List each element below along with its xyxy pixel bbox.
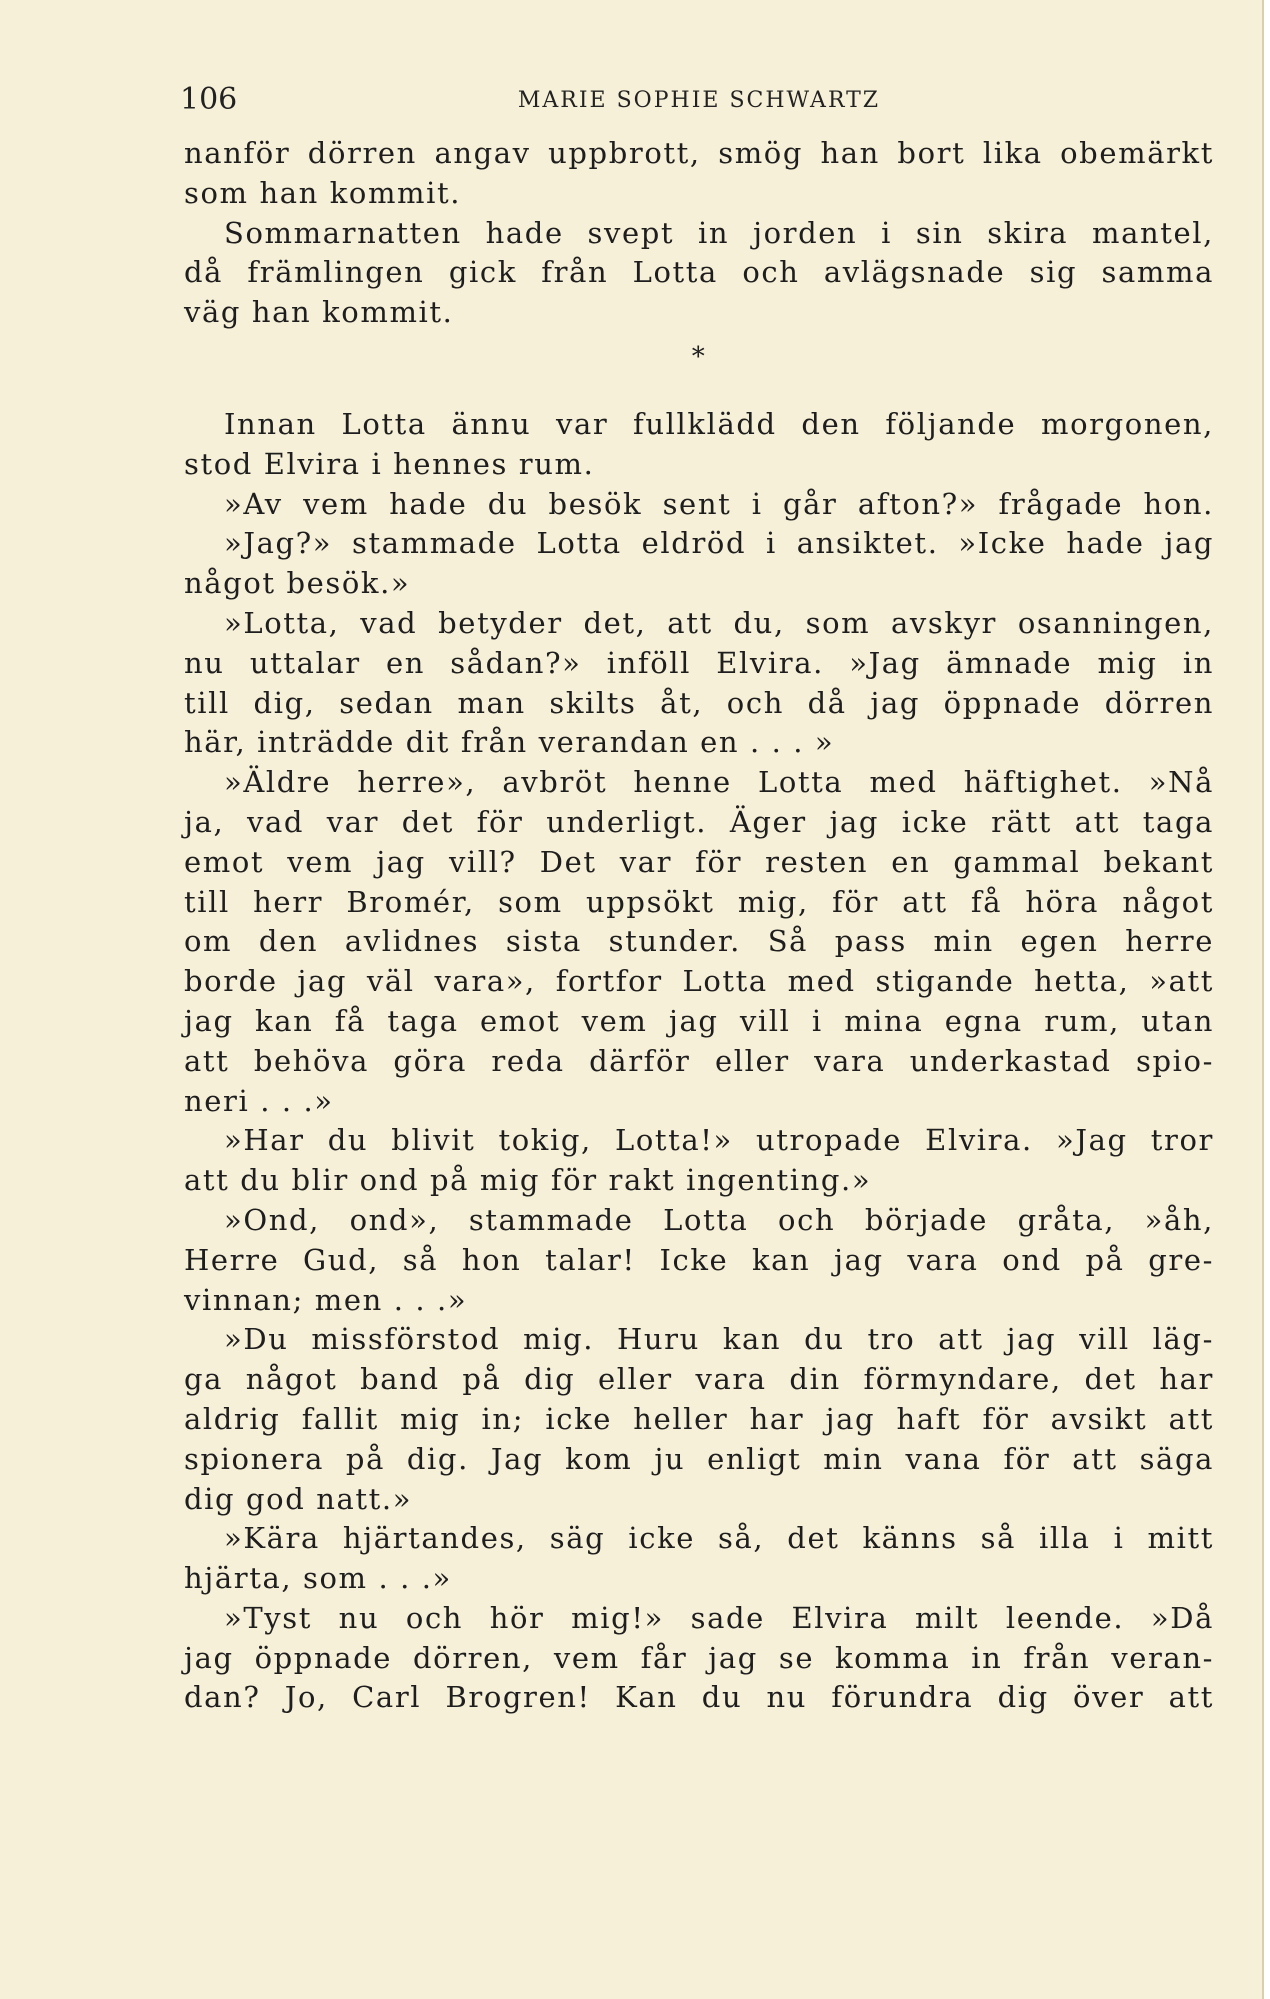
- text-line: emot vem jag vill? Det var för resten en gammal bekant: [184, 844, 1214, 879]
- text-line: ja, vad var det för underligt. Äger jag icke rätt att taga: [184, 804, 1214, 839]
- text-line: borde jag väl vara», fortfor Lotta med stigande hetta, »att: [184, 964, 1214, 999]
- text-line: jag öppnade dörren, vem får jag se komma in från veran-: [184, 1640, 1214, 1675]
- text-line: vinnan; men . . .»: [184, 1282, 468, 1317]
- section-gap: [184, 381, 1214, 405]
- section-divider: *: [691, 341, 707, 372]
- text-line: Innan Lotta ännu var fullklädd den följande morgonen,: [224, 406, 1214, 441]
- text-line: »Av vem hade du besök sent i går afton?» frågade hon.: [224, 486, 1214, 521]
- text-line: »Lotta, vad betyder det, att du, som avskyr osanningen,: [224, 605, 1214, 640]
- text-line: »Du missförstod mig. Huru kan du tro att jag vill läg-: [224, 1322, 1214, 1357]
- text-line: spionera på dig. Jag kom ju enligt min vana för att säga: [184, 1441, 1214, 1476]
- text-line: något besök.»: [184, 566, 411, 601]
- text-line: aldrig fallit mig in; icke heller har jag haft för avsikt att: [184, 1401, 1214, 1436]
- page-header: [180, 82, 1218, 122]
- text-line: jag kan få taga emot vem jag vill i mina egna rum, utan: [184, 1003, 1214, 1038]
- text-line: om den avlidnes sista stunder. Så pass min egen herre: [184, 924, 1214, 959]
- text-line: »Jag?» stammade Lotta eldröd i ansiktet. »Icke hade jag: [224, 526, 1214, 561]
- body-text: [184, 134, 1214, 1718]
- text-line: nanför dörren angav uppbrott, smög han bort lika obemärkt: [184, 136, 1214, 170]
- text-line: hjärta, som . . .»: [184, 1561, 452, 1596]
- text-line: att du blir ond på mig för rakt ingenting.»: [184, 1163, 872, 1198]
- text-line: att behöva göra reda därför eller vara underkastad spio-: [184, 1043, 1214, 1078]
- text-line: »Kära hjärtandes, säg icke så, det känns så illa i mitt: [224, 1521, 1214, 1556]
- text-line: här, inträdde dit från verandan en . . . »: [184, 725, 835, 760]
- page-number: 106: [180, 82, 238, 117]
- text-line: »Äldre herre», avbröt henne Lotta med häftighet. »Nå: [224, 765, 1214, 800]
- text-line: ga något band på dig eller vara din förmyndare, det har: [184, 1362, 1214, 1397]
- text-line: Herre Gud, så hon talar! Icke kan jag vara ond på gre-: [184, 1242, 1214, 1277]
- text-line: till herr Bromér, som uppsökt mig, för att få höra något: [184, 884, 1214, 919]
- text-line: »Ond, ond», stammade Lotta och började gråta, »åh,: [224, 1202, 1214, 1237]
- text-line: till dig, sedan man skilts åt, och då jag öppnade dörren: [184, 685, 1214, 720]
- text-line: väg han kommit.: [184, 295, 454, 330]
- text-line: som han kommit.: [184, 175, 462, 210]
- text-line: stod Elvira i hennes rum.: [184, 446, 595, 481]
- text-line: nu uttalar en sådan?» inföll Elvira. »Jag ämnade mig in: [184, 645, 1214, 680]
- text-line: »Tyst nu och hör mig!» sade Elvira milt leende. »Då: [224, 1600, 1214, 1635]
- text-line: dan? Jo, Carl Brogren! Kan du nu förundra dig över att: [184, 1680, 1214, 1715]
- text-line: Sommarnatten hade svept in jorden i sin skira mantel,: [224, 215, 1214, 250]
- text-line: då främlingen gick från Lotta och avlägsnade sig samma: [184, 255, 1214, 290]
- text-line: »Har du blivit tokig, Lotta!» utropade Elvira. »Jag tror: [224, 1123, 1214, 1158]
- running-title: MARIE SOPHIE SCHWARTZ: [517, 88, 881, 113]
- text-line: dig god natt.»: [184, 1481, 413, 1516]
- text-line: neri . . .»: [184, 1083, 334, 1118]
